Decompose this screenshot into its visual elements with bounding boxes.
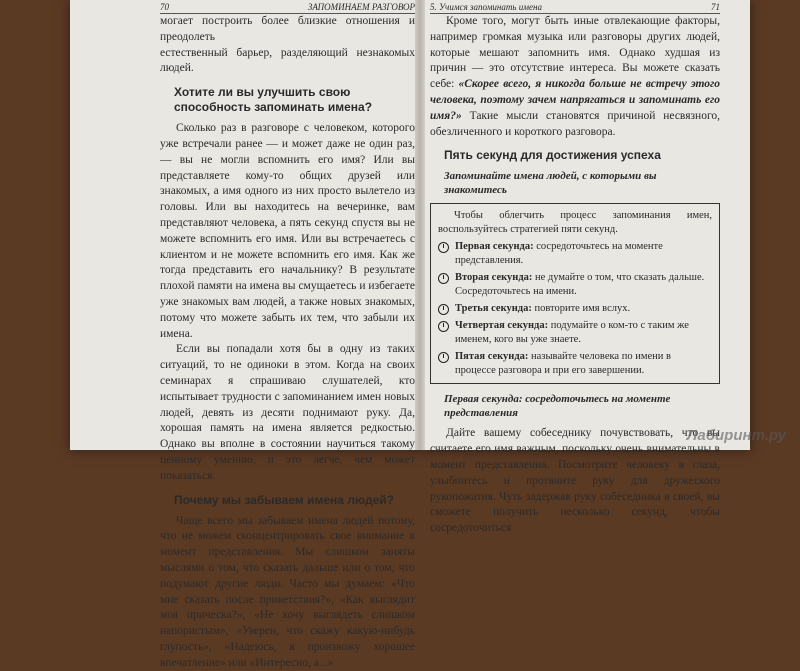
clock-icon [438, 321, 449, 332]
second-text: не думайте о том, что сказать дальше. Сосредоточьтесь на имени. [455, 272, 705, 298]
right-heading-2: Первая секунда: сосредоточьтесь на моменте представления [444, 393, 671, 420]
second-item-4 [438, 319, 712, 347]
right-paragraph-1-end: Такие мысли становятся причиной несвязного, обезличенного и короткого разговора. [430, 109, 721, 138]
right-running-head [430, 0, 720, 14]
second-label: Четвертая секунда: [455, 320, 549, 332]
second-label: Вторая секунда: [455, 272, 533, 284]
left-top-line-1: могает построить более близкие отношения и преодолеть [160, 15, 415, 43]
right-paragraph-1-text: Кроме того, могут быть иные отвлекающие факторы, например громкая музыка или разговоры других людей, которые мешают запомнить имя. Однако худшая из причин — это отсутствие интереса. Вы можете сказать себе: [430, 15, 720, 91]
second-text: подумайте о ком-то с таким же именем, кого вы уже знаете. [455, 320, 689, 346]
right-heading: Пять секунд для достижения успеха [444, 148, 661, 163]
second-text: сосредоточьтесь на моменте представления. [455, 241, 663, 267]
left-top-line-2: естественный барьер, разделяющий незнакомых людей. [160, 46, 415, 75]
left-page-number: 70 [160, 2, 169, 12]
right-paragraph-1 [430, 14, 720, 140]
clock-icon [438, 304, 449, 315]
right-running-title: 5. Учимся запоминать имена [430, 2, 542, 12]
left-page [160, 0, 415, 669]
left-running-head [160, 0, 415, 14]
left-heading-2: Почему мы забываем имена людей? [174, 492, 394, 507]
second-label: Пятая секунда: [455, 351, 529, 363]
watermark-logo: Лабиринт.ру [686, 427, 786, 444]
right-page-number: 71 [711, 2, 720, 12]
left-running-title: ЗАПОМИНАЕМ РАЗГОВОР [307, 2, 415, 12]
second-text: повторите имя вслух. [534, 303, 631, 315]
box-intro: Чтобы облегчить процесс запоминания имен, воспользуйтесь стратегией пяти секунд. [438, 210, 712, 236]
right-page [430, 0, 721, 535]
right-subheading: Запоминайте имена людей, с которыми вы знакомитесь [444, 170, 657, 197]
left-paragraph-1: Сколько раз в разговоре с человеком, которого уже встречали ранее — и может даже не один раз, — вы не могли вспомнить его имя? Или вы представляете кому-то общих друзей или знакомых, а имя одного из них просто вылетело из головы. Или вы находитесь на вечеринке, вам представляют человека, а пять секунд спустя вы не можете вспомнить его имя. Или вы встречаетесь с клиентом и не можете вспомнить его имя. Как же тогда представить его начальнику? В результате плохой памяти на имена вы смущаетесь и избегаете уже знакомых вам людей, а также новых знакомых, потому что можете забыть их тем, что забыли их имена. [160, 122, 415, 340]
right-paragraph-2: Дайте вашему собеседнику почувствовать, что вы считаете его имя важным, поскольку очень внимательны в момент представления. Посмотрите человеку в глаза, улыбнитесь и протяните руку для дружеского рукопожатия. Чуть задержав руку собеседника в своей, вы сможете получить несколько секунд, чтобы сосредоточиться [430, 427, 720, 535]
second-item-1 [438, 240, 712, 268]
five-seconds-box [430, 203, 720, 384]
book-gutter [415, 0, 425, 450]
second-item-5 [438, 350, 712, 378]
clock-icon [438, 273, 449, 284]
second-label: Третья секунда: [455, 303, 532, 315]
clock-icon [438, 352, 449, 363]
second-text: называйте человека по имени в процессе разговора и при его завершении. [455, 351, 671, 377]
second-label: Первая секунда: [455, 241, 534, 253]
right-paragraph-1-quote: «Скорее всего, я никогда больше не встречу этого человека, поэтому зачем напрягаться и запоминать его имя?» [430, 78, 720, 122]
left-paragraph-3: Чаще всего мы забываем имена людей потому, что не можем сконцентрировать свое внимание в момент представления. Мы слишком заняты мыслями о том, что сказать дальше или о том, что подумают другие люди. Часто мы думаем: «Что мне сказать после приветствия?», «Как выглядит моя прическа?», «Не хочу выглядеть слишком напористым», «Уверен, что скажу какую-нибудь глупость», «Надеюсь, я произвожу хорошее впечатление» или «Интересно, а...» [160, 514, 415, 669]
clock-icon [438, 242, 449, 253]
left-paragraph-2: Если вы попадали хотя бы в одну из таких ситуаций, то не одиноки в этом. Когда на своих семинарах я спрашиваю слушателей, кто испытывает трудности с запоминанием имен новых людей, девять из десяти поднимают руку. Да, хорошая память на имена является редкостью. Однако вы вполне в состоянии научиться такому ценному умению, и это легче, чем может показаться. [160, 343, 415, 482]
second-item-3 [438, 302, 712, 316]
left-heading-1: Хотите ли вы улучшить свою способность запоминать имена? [174, 85, 373, 115]
second-item-2 [438, 271, 712, 299]
